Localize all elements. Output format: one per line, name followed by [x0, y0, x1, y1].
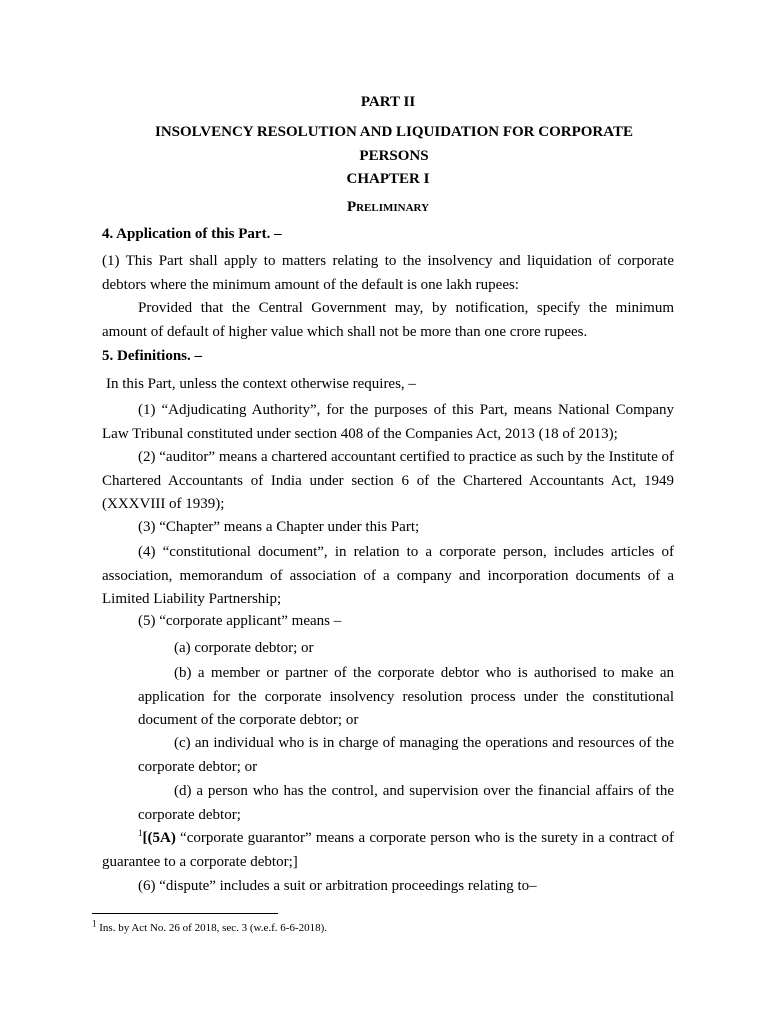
footnote-reference: 1	[138, 828, 143, 838]
section-5-intro: In this Part, unless the context otherwise requires, –	[106, 376, 416, 392]
part-number: PART II	[360, 94, 416, 110]
footnote-separator	[92, 913, 278, 914]
section-4-subsection-1: (1) This Part shall apply to matters relating to the insolvency and liquidation of corporate debtors where the minimum amount of the default is one lakh rupees:	[102, 253, 674, 293]
definition-5-clause-d: (d) a person who has the control, and supervision over the financial affairs of the corporate debtor;	[138, 783, 674, 823]
definition-5-clause-c: (c) an individual who is in charge of managing the operations and resources of the corporate debtor; or	[138, 735, 674, 775]
definition-5: (5) “corporate applicant” means –	[138, 613, 342, 629]
footnote-text: Ins. by Act No. 26 of 2018, sec. 3 (w.e.f. 6-6-2018).	[96, 922, 328, 934]
chapter-number: CHAPTER I	[346, 171, 430, 187]
definition-5-clause-a: (a) corporate debtor; or	[174, 640, 314, 656]
definition-5-clause-b: (b) a member or partner of the corporate debtor who is authorised to make an application for the corporate insolvency resolution process under the constitutional document of the corporate debtor; or	[138, 665, 674, 728]
definition-1: (1) “Adjudicating Authority”, for the purposes of this Part, means National Company Law Tribunal constituted under section 408 of the Companies Act, 2013 (18 of 2013);	[102, 402, 674, 442]
section-4-heading: 4. Application of this Part. –	[102, 226, 282, 242]
definition-5A	[102, 827, 674, 874]
definition-4: (4) “constitutional document”, in relation to a corporate person, includes articles of association, memorandum of association of a company and incorporation documents of a Limited Liability Partnership;	[102, 544, 674, 607]
part-title: INSOLVENCY RESOLUTION AND LIQUIDATION FOR CORPORATE PERSONS	[155, 124, 633, 164]
footnote	[92, 918, 328, 935]
section-4-proviso: Provided that the Central Government may, by notification, specify the minimum amount of default of higher value which shall not be more than one crore rupees.	[102, 300, 674, 340]
definition-2: (2) “auditor” means a chartered accountant certified to practice as such by the Institute of Chartered Accountants of India under section 6 of the Chartered Accountants Act, 1949 (XXXVIII of 1939);	[102, 449, 674, 512]
definition-6: (6) “dispute” includes a suit or arbitration proceedings relating to–	[138, 878, 537, 894]
chapter-title: Preliminary	[346, 199, 430, 215]
footnote-mark: 1	[92, 918, 97, 929]
section-5-heading: 5. Definitions. –	[102, 348, 203, 364]
definition-5A-number: [(5A)	[142, 830, 176, 846]
definition-5A-text: “corporate guarantor” means a corporate person who is the surety in a contract of guarantee to a corporate debtor;]	[102, 830, 674, 870]
definition-3: (3) “Chapter” means a Chapter under this Part;	[138, 519, 420, 535]
